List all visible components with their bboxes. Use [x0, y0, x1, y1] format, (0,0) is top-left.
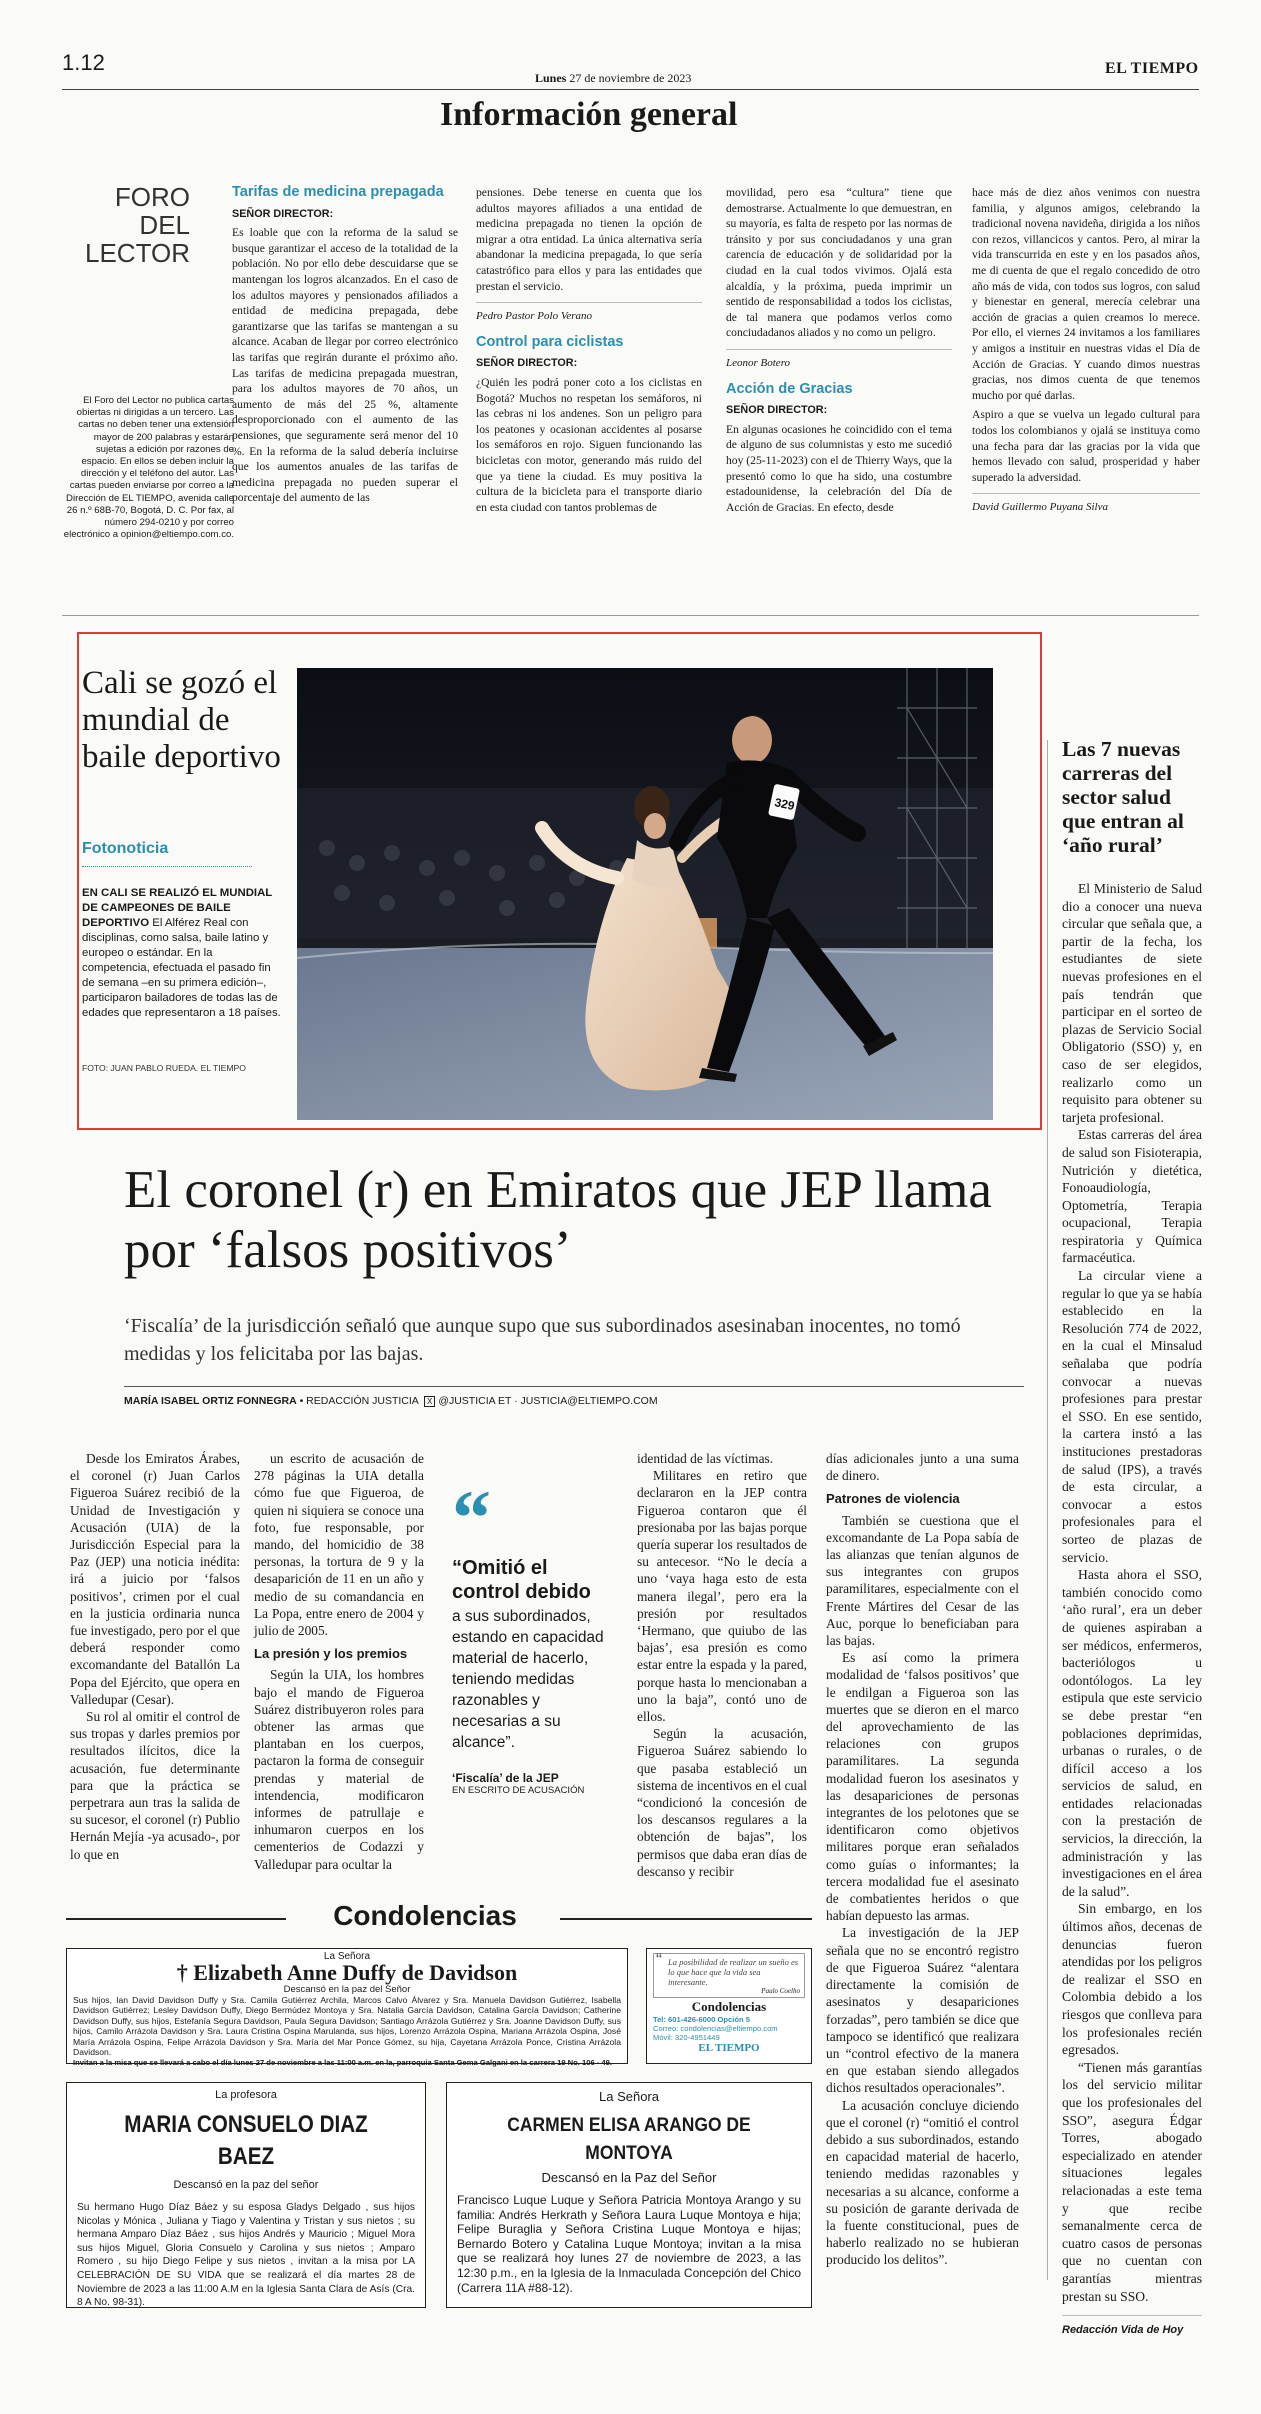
obit-3-honorific: La Señora: [599, 2089, 659, 2104]
side-p3: La circular viene a regular lo que ya se había establecido en la Resolución 774 de 2022, en la cual el Minsalud señalaba que podría convocar a nuevas profesiones para prestar el SSO. En ese sentido, la cartera instó a las instituciones prestadoras de salud (IPS), a través de esta circular, a convocar a estos profesionales para el sorteo de plazas de servicio.: [1062, 1268, 1202, 1565]
letter-3-title: Acción de Gracias: [726, 380, 853, 397]
article-c4e: La acusación concluye diciendo que el coronel (r) “omitió el control debido a sus subordinados, estando en capacidad material de hacerlo, teniendo medidas razonables y necesarias a su alcance, conforme a su posición de garante derivada de la fuente constitucional, pues de haberlo realizado no se hubieran producido los delitos”.: [826, 2097, 1019, 2268]
side-p2: Estas carreras del área de salud son Fisioterapia, Nutrición y dietética, Fonoaudiología, Optometría, Terapia ocupacional, Terapia respiratoria y Química farmacéutica.: [1062, 1127, 1202, 1266]
letter-3-text-cont: hace más de diez años venimos con nuestra familia, y algunos amigos, celebrando la tradicional novena navideña, dirigida a los niños con rezos, villancicos y cantos. Pero, al mirar la vida transcurrida en este y en los pasados años, me di cuenta de que el regalo concedido de otro año más de vida, con todos sus logros, con salud y bienestar en general, merecía celebrar una acción de gracias a quien creamos lo merece. Por ello, el viernes 24 invitamos a los familiares y amigos a instituir en nuestras vidas el Día de Acción de Gracias. Y cuando dimos nuestras gracias, nos dimos cuenta de que tenemos mucho por qué darlas.: [972, 186, 1200, 402]
article-c1b: Su rol al omitir el control de sus tropas y darles premios por resultados ilícitos, dice la acusación, fue determinante para que la práctica se perpetrara aun tras la salida de su sucesor, el coronel (r) Publio Hernán Mejía -ya acusado-, por lo que en: [70, 1709, 240, 1862]
ad-quote-box: [653, 1950, 805, 1998]
article-c2: un escrito de acusación de 278 páginas la UIA detalla cómo fue que Figueroa, de quien ni siquiera se conoce una foto, fue responsable, por mando, del homicidio de 38 personas, la tortura de 9 y la desaparición de 11 en un año y medio de su comandancia en La Popa, entre enero de 2004 y julio de 2005.: [254, 1451, 424, 1639]
byline: [124, 1395, 658, 1407]
quote-mark-icon: “: [452, 1474, 491, 1561]
side-signature: Redacción Vida de Hoy: [1062, 2315, 1202, 2340]
article-column-4: [826, 1450, 1019, 2269]
ad-email: Correo: condolencias@eltiempo.com: [653, 2024, 778, 2033]
obit-1-invite: Invitan a la misa que se llevará a cabo el día lunes 27 de noviembre a las 11:00 a.m. en la, parroquia Santa Gema Galgani en la carrera 19 No. 106 - 49.: [73, 2058, 612, 2068]
ad-logo: EL TIEMPO: [698, 2042, 760, 2054]
section-title: Información general: [440, 96, 738, 133]
letter-3-signature: David Guillermo Puyana Silva: [972, 493, 1200, 516]
letter-2-text-cont: movilidad, pero esa “cultura” tiene que demostrarse. Actualmente lo que demuestran, en su mayoría, es falta de respeto por las normas de tránsito y por sus conciudadanos y una gran carencia de educación y de solidaridad por la ciudad en la cual todos vivimos. Ojalá esta alcaldía, y la próxima, pueda imprimir un sentido de responsabilidad a todos los ciclistas, de tal manera que podamos verlos como conciudadanos aliados y no como un peligro.: [726, 186, 952, 340]
letter-column-4: [972, 185, 1200, 526]
side-p6: “Tienen más garantías los del servicio militar que los profesionales del SSO”, asegura Édgar Torres, abogado especializado en atender situaciones legales relacionadas a este tema y que recibe semanalmente cerca de cuatro casos de personas que no cuentan con garantías mientras prestan su SSO.: [1062, 2059, 1202, 2304]
date-rest: 27 de noviembre de 2023: [569, 71, 692, 85]
date-day: Lunes: [535, 71, 567, 85]
obit-1-name: † Elizabeth Anne Duffy de Davidson: [176, 1960, 518, 1985]
side-p4: Hasta ahora el SSO, también conocido como ‘año rural’, era un deber de quienes aspiraban a ser médicos, enfermeros, bacteriólogos u odontólogos. La ley estipula que este servicio se debe prestar “en poblaciones deprimidas, urbanas o rurales, o de difícil acceso a los servicios de salud, en entidades relacionadas con la prestación de servicios, la dirección, la administración y las investigaciones en el área de la salud”.: [1062, 1567, 1202, 1899]
article-c2b: Según la UIA, los hombres bajo el mando de Figueroa Suárez distribuyeron roles para obtener las armas que plantaban en los cuerpos, pactaron la forma de conseguir prendas y material de intendencia, modificaron informes de patrullaje e inhumaron cuerpos en los cementerios de Codazzi y Valledupar para ocultar la: [254, 1667, 424, 1872]
foro-bottom-rule: [62, 615, 1199, 616]
header-rule: [62, 89, 1199, 90]
photo-news-text: [82, 886, 282, 1021]
ad-mobile: Móvil: 320-4951449: [653, 2033, 720, 2042]
side-p1: El Ministerio de Salud dio a conocer una nueva circular que señala que, a partir de la fecha, los estudiantes de siete nuevas profesiones en el país tendrán que participar en el sorteo de plazas de Servicio Social Obligatorio (SSO) y, en caso de ser elegidos, realizarlo como un requisito para obtener su tarjeta profesional.: [1062, 881, 1202, 1125]
letter-column-2: [476, 185, 702, 517]
letter-column-3: [726, 185, 952, 517]
main-deck: ‘Fiscalía’ de la jurisdicción señaló que aunque supo que sus subordinados asesinaban inocentes, no tomó medidas y los felicitaba por las bajas.: [124, 1315, 961, 1365]
byline-author: MARÍA ISABEL ORTIZ FONNEGRA: [124, 1395, 297, 1407]
condolencias-rule-right: [560, 1918, 812, 1920]
obit-2-rest: Descansó en la paz del señor: [173, 2179, 319, 2191]
article-c4: días adicionales junto a una suma de dinero.: [826, 1451, 1019, 1484]
photo-news-kicker: Fotonoticia: [82, 840, 169, 857]
article-c4b: También se cuestiona que el excomandante de La Popa sabía de las alianzas que tenían algunos de sus integrantes con grupos paramilitares, especialmente con el Frente Mártires del Cesar de las Auc, porque lo beneficiaban para las bajas.: [826, 1512, 1019, 1649]
quote-source: ‘Fiscalía’ de la JEP: [452, 1771, 559, 1785]
x-icon: X: [424, 1396, 435, 1407]
letter-3-text-end: Aspiro a que se vuelva un legado cultural para todos los colombianos y ojalá se instituya como una fecha para dar las gracias por la vida que hemos llevado con salud, prosperidad y haber superado la adversidad.: [972, 408, 1200, 484]
article-column-3: [637, 1450, 807, 1880]
letter-3-salute: SEÑOR DIRECTOR:: [726, 404, 828, 417]
condolencias-title: Condolencias: [333, 1900, 517, 1931]
article-c4c: Es así como la primera modalidad de ‘falsos positivos’ que le endilgan a Figueroa son las muertes que se dieron en el marco del aprovechamiento de las relaciones con grupos paramilitares. La segunda modalidad fueron los asesinatos y las desapariciones de personas integrantes de los pelotones que se identificaron como objetivos militares porque eran señalados como guías o informantes; la tercera modalidad fue el asesinato de combatientes heridos o que habían depuesto las armas.: [826, 1650, 1019, 1924]
quote-open-icon: “: [656, 1950, 662, 1970]
letter-2-title: Control para ciclistas: [476, 333, 624, 350]
letter-3-text: En algunas ocasiones he coincidido con el tema de alguno de sus columnistas y esto me sucedió hoy (25-11-2023) con el de Thierry Ways, que la presentó como lo que ha sido, una costumbre estadounidense, la celebración del Día de Acción de Gracias. En efecto, desde: [726, 422, 952, 514]
ad-phone: Tel: 601-426-6000 Opción 5: [653, 2015, 750, 2024]
foro-note: El Foro del Lector no publica cartas obiertas ni dirigidas a un tercero. Las cartas no deben tener una extensión mayor de 200 palabras y estarán sujetas a edición por razones de espacio. En ellos se deben incluir la dirección y el teléfono del autor. Las cartas pueden enviarse por correo a la Dirección de EL TIEMPO, avenida calle 26 n.º 68B-70, Bogotá, D. C. Por fax, al número 294-0210 y por correo electrónico a opinion@eltiempo.com.co.: [63, 395, 234, 541]
subhead-presion: La presión y los premios: [254, 1646, 408, 1662]
obit-1-text: Sus hijos, Ian David Davidson Duffy y Sra. Camila Gutiérrez Archila, Marcos Calvo Álvarez y Sra. Manuela Davidson Gutiérrez, Isabella Davidson Gutiérrez; Lesley Davidson Duffy, Diego Bermúdez Montoya y Sra. Natalia García Davidson, Catalina García Davidson; Catherine Davidson Duffy, sus hijos, Estefanía Segura Davidson, Paula Segura Davidson; Santiago Arrázola Gutiérrez y Sra. Joanne Davidson Duffy, sus hijos, Camilo Arrázola Davidson y Sra. Laura Cristina Ospina Marulanda, sus hijos, Lorenzo Arrázola Ospina, Mariana Arrázola Ospina, José María Arrázola Ospina, Felipe Arrázola Davidson y Sra. María del Mar Ponce Gómez, su hija, Cayetana Arrázola Ponce, Cristina Arrázola Davidson.: [73, 1995, 621, 2058]
subhead-patrones: Patrones de violencia: [826, 1491, 960, 1507]
obituary-diaz: [66, 2082, 426, 2308]
photo-news-title: Cali se gozó el mundial de baile deportivo: [82, 665, 281, 775]
quote-lead: “Omitió el control debido: [452, 1557, 591, 1603]
byline-rule: [124, 1386, 1024, 1387]
letter-1-title: Tarifas de medicina prepagada: [232, 184, 444, 200]
main-headline: El coronel (r) en Emiratos que JEP llama por ‘falsos positivos’: [124, 1161, 992, 1279]
obit-1-honorific: La Señora: [323, 1951, 371, 1962]
page-number: 1.12: [62, 50, 105, 75]
obit-2-name: MARIA CONSUELO DIAZ BAEZ: [124, 2111, 368, 2170]
side-p5: Sin embargo, en los últimos años, decenas de denuncias fueron atendidas por los peligros de realizar el SSO en Colombia debido a los riesgos que conlleva para los profesionales recién egresados.: [1062, 1901, 1202, 2058]
obit-3-name: CARMEN ELISA ARANGO DE MONTOYA: [507, 2115, 751, 2164]
photo-news-lead: EN CALI SE REALIZÓ EL MUNDIAL DE CAMPEONES DE BAILE DEPORTIVO: [82, 887, 273, 929]
article-c3b: Militares en retiro que declararon en la JEP contra Figueroa contaron que él presionaba por las bajas porque quería superar los resultados de su antecesor. “No le decía a uno ‘vaya haga esto de esta manera ilegal’, pero era la presión por resultados ‘Hermano, que quiubo de las bajas’, esa presión es como estar entre la espada y la pared, porque hasta lo mencionaban a uno la baja”, contó uno de ellos.: [637, 1468, 807, 1725]
article-c3: identidad de las víctimas.: [637, 1451, 774, 1466]
letter-1-text-cont: pensiones. Debe tenerse en cuenta que los adultos mayores afiliados a una entidad de medicina prepagada no tienen la opción de migrar a otra entidad. La única alternativa sería abandonar la medicina prepagada, lo que sería catastrófico para ellos y para las entidades que prestan el servicio.: [476, 186, 702, 293]
article-c4d: La investigación de la JEP señala que no se encontró registro de que Figueroa Suárez “alentara directamente la comisión de asesinatos y desapariciones forzadas”, pero también se dice que tampoco se identificó que realizara un “control efectivo de la manera en que estaban siendo allegados dichos resultados operacionales”.: [826, 1925, 1019, 2096]
obit-2-honorific: La profesora: [215, 2089, 277, 2101]
obit-2-text: Su hermano Hugo Díaz Báez y su esposa Gladys Delgado , sus hijos Nicolas y Mónica , Juliana y Tiago y Valentina y Tristan y sus nietos ; su hermana Amparo Díaz Báez , sus hijos Andrés y Mauricio ; Miguel Mora sus hijos Miguel, Gloria Consuelo y Carolina y sus nietos ; Amparo Romero , su hijo Diego Felipe y sus nietos , invitan a la misa por LA CELEBRACIÓN DE SU VIDA que se realizará el día martes 28 de Noviembre de 2023 a las 11:00 A.M en la Iglesia Santa Clara de Asís (Cra. 8 A No. 98-31).: [77, 2202, 415, 2309]
article-c3c: Según la acusación, Figueroa Suárez sabiendo lo que pasaba estableció un sistema de incentivos en el cual “condicionó la concesión de los descansos regulares a la obtención de bajas”, los permisos que daba eran días de descanso y recibir: [637, 1726, 807, 1879]
quote-source-detail: EN ESCRITO DE ACUSACIÓN: [452, 1785, 585, 1796]
competitor-number: 329: [773, 795, 796, 814]
quote-text: a sus subordinados, estando en capacidad material de hacerlo, teniendo medidas razonables y necesarias a su alcance”.: [452, 1608, 604, 1751]
photo-credit: FOTO: JUAN PABLO RUEDA. EL TIEMPO: [82, 1063, 246, 1073]
ad-quote-author: Paulo Coelho: [761, 1987, 800, 1995]
article-column-2: [254, 1450, 424, 1873]
side-body: [1062, 880, 1202, 2350]
letter-2-salute: SEÑOR DIRECTOR:: [476, 357, 578, 370]
dance-photo-illustration: [297, 668, 993, 1120]
obit-3-rest: Descansó en la Paz del Señor: [541, 2170, 717, 2185]
pull-quote: [452, 1474, 617, 1796]
byline-role: • REDACCIÓN JUSTICIA: [299, 1395, 419, 1407]
side-headline: Las 7 nuevas carreras del sector salud que entran al ‘año rural’: [1062, 737, 1184, 857]
condolencias-rule-left: [66, 1918, 286, 1920]
obit-3-text: Francisco Luque Luque y Señora Patricia Montoya Arango y su familia: Andrés Herkrath y Señora Laura Luque Montoya e hija; Felipe Buraglia y Señora Cristina Luque Montoya e hijas; Bernardo Botero y Catalina Luque Montoya; invitan a la misa que se realizará hoy lunes 27 de noviembre de 2023, a las 12:30 p.m., en la Iglesia de la Inmaculada Concepción del Chico (Carrera 11A #88-12).: [457, 2193, 801, 2295]
masthead-logo: EL TIEMPO: [1105, 60, 1199, 77]
obit-1-rest: Descansó en la paz del Señor: [283, 1984, 411, 1995]
ad-title: Condolencias: [691, 1999, 767, 2014]
photo-news-body: El Alférez Real con disciplinas, como salsa, baile latino y europeo o estándar. En la competencia, efectuada el pasado fin de semana –en su primera edición–, participaron bailadores de todas las de edades que representaron a 18 países.: [82, 917, 281, 1019]
ad-quote: La posibilidad de realizar un sueño es lo que hace que la vida sea interesante.: [668, 1957, 799, 1987]
condolencias-ad: [646, 1948, 812, 2064]
obituary-arango: [446, 2082, 812, 2308]
letter-2-text: ¿Quién les podrá poner coto a los ciclistas en Bogotá? Muchos no respetan los semáforos, ni las cebras ni los andenes. Son un peligro para los peatones y ocasionan accidentes al posarse los semáforos en rojo. Siguen funcionando las bicicletas con motor, generando más ruido del que ya tiene la ciudad. Es muy positiva la cultura de la bicicleta para el transporte diario en esta ciudad con tantos problemas de: [476, 375, 702, 514]
side-column-rule: [1047, 740, 1048, 2280]
obituary-duffy: [66, 1948, 628, 2068]
byline-social: @JUSTICIA ET · JUSTICIA@ELTIEMPO.COM: [438, 1395, 658, 1407]
letter-1-salute: SEÑOR DIRECTOR:: [232, 207, 334, 220]
letter-1-text: Es loable que con la reforma de la salud se busque garantizar el acceso de la totalidad de la población. No por ello debe descuidarse que se mantengan los logros alcanzados. En el caso de los adultos mayores y pensionados afiliados a entidad de medicina prepagada, debe garantizarse que las tarifas se mantengan a su alcance. Acaban de llegar por correo electrónico las tarifas que regirán durante el próximo año. Las tarifas de medicina prepagada muestran, para los adultos mayores de 70 años, un aumento de más del 25 %, altamente desproporcionado con el aumento de las pensiones, que seguramente será menor del 10 %. En la reforma de la salud debería incluirse que los aumentos anuales de las tarifas de medicina prepagada no pueden superar el porcentaje del aumento de las: [232, 226, 458, 505]
kicker-rule: [82, 866, 252, 867]
foro-title: FORO DEL LECTOR: [85, 182, 190, 268]
letter-2-signature: Leonor Botero: [726, 349, 952, 372]
article-column-1: [70, 1450, 240, 1863]
issue-date: [535, 71, 691, 86]
article-c1: Desde los Emiratos Árabes, el coronel (r) Juan Carlos Figueroa Suárez recibió de la Unidad de Investigación y Acusación (UIA) de la Jurisdicción Especial para la Paz (JEP) una noticia inédita: irá a juicio por ‘falsos positivos’, crimen por el cual en la justicia ordinaria nunca fue investigado, pero por el que deberá responder como excomandante del Batallón La Popa del Ejército, que opera en Valledupar (Cesar).: [70, 1451, 240, 1707]
dance-photo: [297, 668, 993, 1120]
letter-1-signature: Pedro Pastor Polo Verano: [476, 302, 702, 325]
letter-column-1: [232, 185, 458, 508]
